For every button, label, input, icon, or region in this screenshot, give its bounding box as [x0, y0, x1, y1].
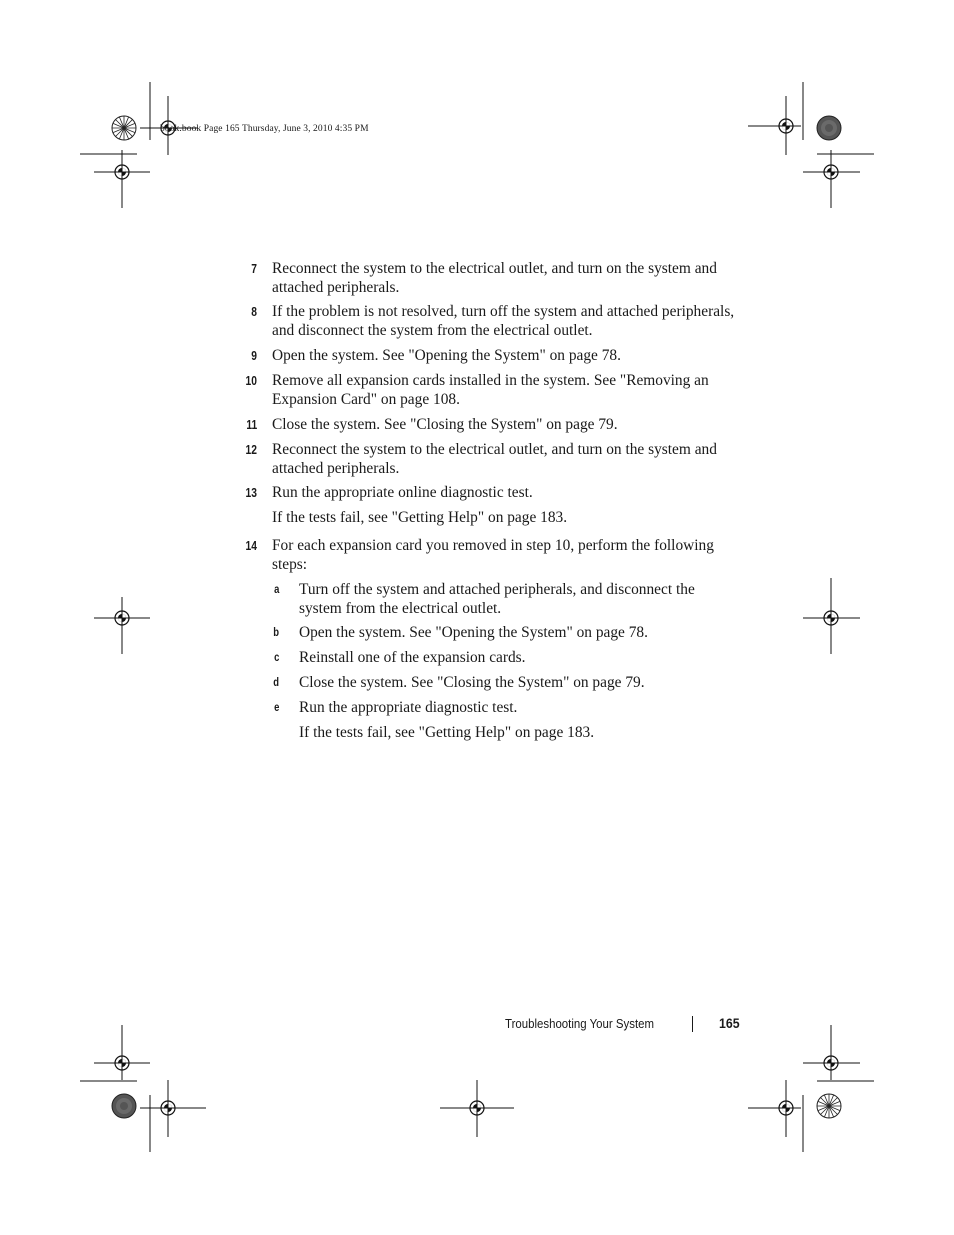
step-text: For each expansion card you removed in step 10, perform the following steps: [272, 537, 714, 573]
page-number: 165 [719, 1015, 740, 1031]
substep-text: Open the system. See "Opening the System" on page 78. [299, 624, 648, 641]
substep-text: Turn off the system and attached peripherals, and disconnect the system from the electrical outlet. [299, 581, 695, 617]
step-text: Reconnect the system to the electrical outlet, and turn on the system and attached peripherals. [272, 441, 717, 477]
step-number: 7 [251, 262, 257, 276]
step-text: Run the appropriate online diagnostic test. [272, 484, 533, 501]
step-text: Reconnect the system to the electrical outlet, and turn on the system and attached peripherals. [272, 260, 717, 296]
footer-section-title: Troubleshooting Your System [505, 1016, 655, 1031]
step-number: 11 [246, 418, 257, 432]
step-number: 14 [245, 539, 257, 553]
step-number: 12 [245, 443, 257, 457]
substep-text: Run the appropriate diagnostic test. [299, 699, 518, 716]
substep-letter: d [273, 677, 279, 689]
step-number: 9 [251, 349, 257, 363]
step-text: Remove all expansion cards installed in the system. See "Removing an Expansion Card" on page 108. [272, 372, 709, 408]
step-text: Open the system. See "Opening the System" on page 78. [272, 347, 621, 364]
step-text: If the problem is not resolved, turn off the system and attached peripherals, and disconnect the system from the electrical outlet. [272, 303, 735, 339]
step-number: 10 [245, 374, 257, 388]
substep-letter: a [273, 584, 279, 596]
substep-text: Close the system. See "Closing the System" on page 79. [299, 674, 645, 691]
substep-e-note: If the tests fail, see "Getting Help" on page 183. [299, 724, 595, 741]
print-slug: book.book Page 165 Thursday, June 3, 2010 4:35 PM [160, 124, 369, 134]
step-number: 8 [251, 305, 257, 319]
substep-letter: b [273, 627, 279, 639]
footer-divider [692, 1016, 693, 1032]
step-text: Close the system. See "Closing the System" on page 79. [272, 416, 618, 433]
substep-letter: c [273, 652, 279, 664]
step-13-note: If the tests fail, see "Getting Help" on page 183. [272, 509, 568, 526]
step-number: 13 [245, 486, 257, 500]
substep-text: Reinstall one of the expansion cards. [299, 649, 526, 666]
substep-letter: e [273, 702, 279, 714]
